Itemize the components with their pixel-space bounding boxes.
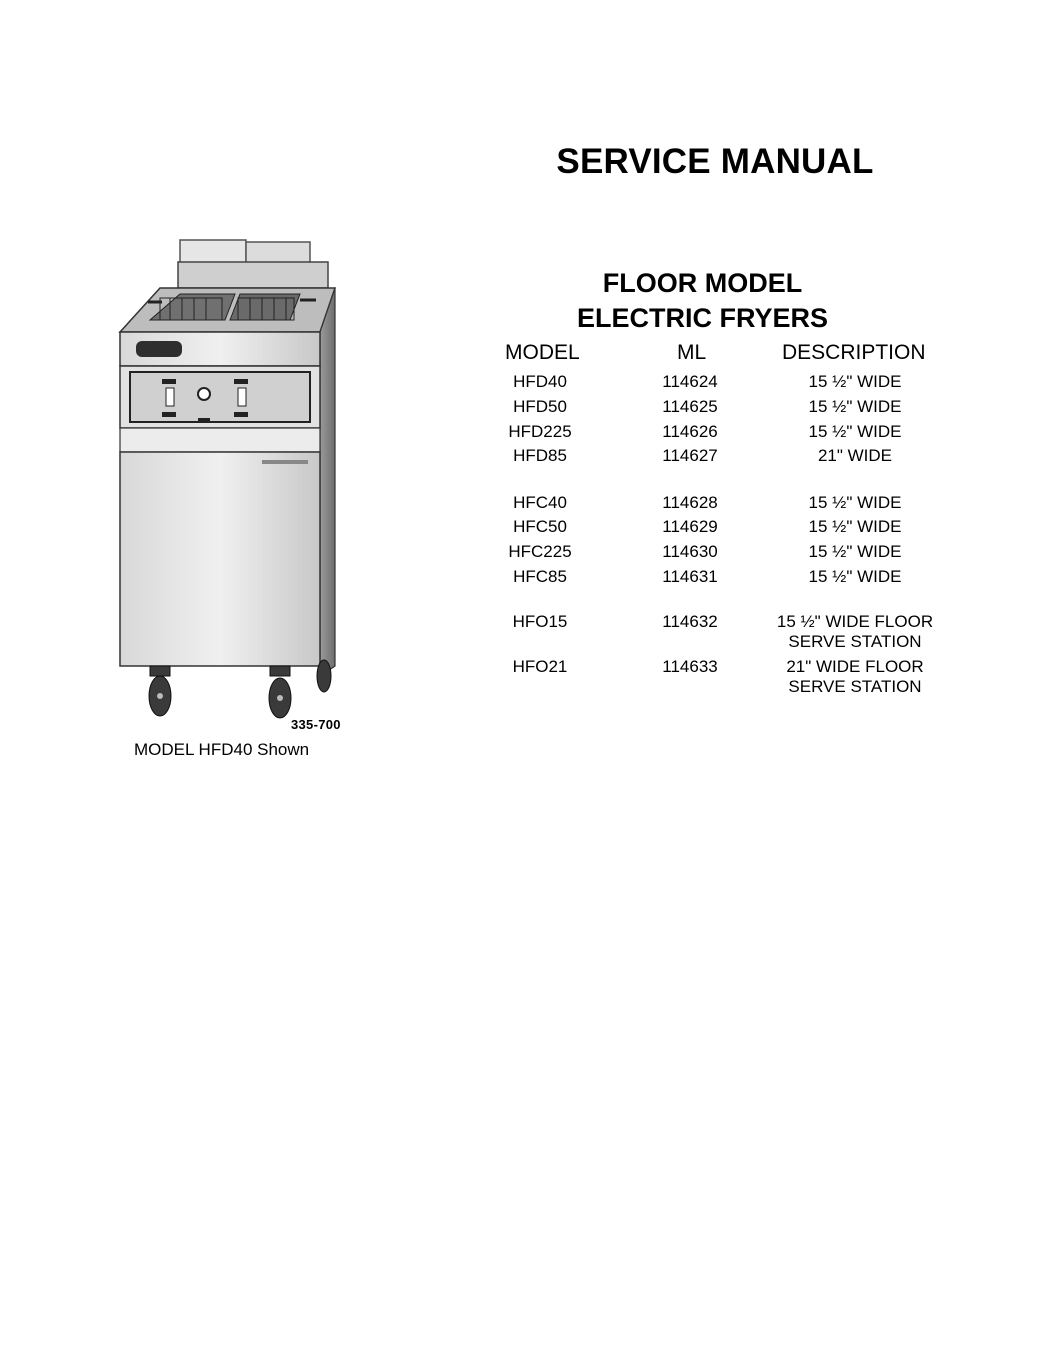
column-header-description: DESCRIPTION <box>782 341 926 364</box>
model-cell: HFC50 <box>513 517 567 536</box>
subtitle-line-1: FLOOR MODEL <box>602 268 803 298</box>
model-cell: HFD85 <box>513 446 567 465</box>
description-cell: 15 ½" WIDE <box>808 542 902 561</box>
ml-cell: 114631 <box>662 567 718 586</box>
column-header-ml: ML <box>677 341 707 364</box>
ml-cell: 114628 <box>662 493 718 512</box>
description-cell: 15 ½" WIDE <box>808 422 902 441</box>
model-cell: HFO15 <box>512 612 568 631</box>
model-cell: HFC85 <box>513 567 567 586</box>
description-cell: 15 ½" WIDE FLOOR SERVE STATION <box>776 612 934 651</box>
model-cell: HFD40 <box>513 372 567 391</box>
fryer-illustration <box>110 236 360 736</box>
ml-cell: 114626 <box>662 422 718 441</box>
description-cell: 21" WIDE <box>817 446 893 465</box>
description-cell: 15 ½" WIDE <box>808 372 902 391</box>
model-cell: HFC225 <box>508 542 572 561</box>
description-cell: 15 ½" WIDE <box>808 567 902 586</box>
ml-cell: 114627 <box>662 446 718 465</box>
figure-caption: MODEL HFD40 Shown <box>134 740 310 759</box>
ml-cell: 114624 <box>662 372 718 391</box>
ml-cell: 114632 <box>662 612 718 631</box>
ml-cell: 114625 <box>662 397 718 416</box>
model-cell: HFC40 <box>513 493 567 512</box>
ml-cell: 114633 <box>662 657 718 676</box>
subtitle-line-2: ELECTRIC FRYERS <box>576 303 828 333</box>
column-header-model: MODEL <box>505 341 580 364</box>
model-cell: HFD50 <box>513 397 567 416</box>
ml-cell: 114629 <box>662 517 718 536</box>
description-cell: 21" WIDE FLOOR SERVE STATION <box>786 657 924 696</box>
figure-number: 335-700 <box>291 717 341 732</box>
description-cell: 15 ½" WIDE <box>808 397 902 416</box>
description-cell: 15 ½" WIDE <box>808 493 902 512</box>
ml-cell: 114630 <box>662 542 718 561</box>
page-title: SERVICE MANUAL <box>556 142 874 181</box>
model-cell: HFD225 <box>508 422 572 441</box>
model-cell: HFO21 <box>512 657 568 676</box>
description-cell: 15 ½" WIDE <box>808 517 902 536</box>
